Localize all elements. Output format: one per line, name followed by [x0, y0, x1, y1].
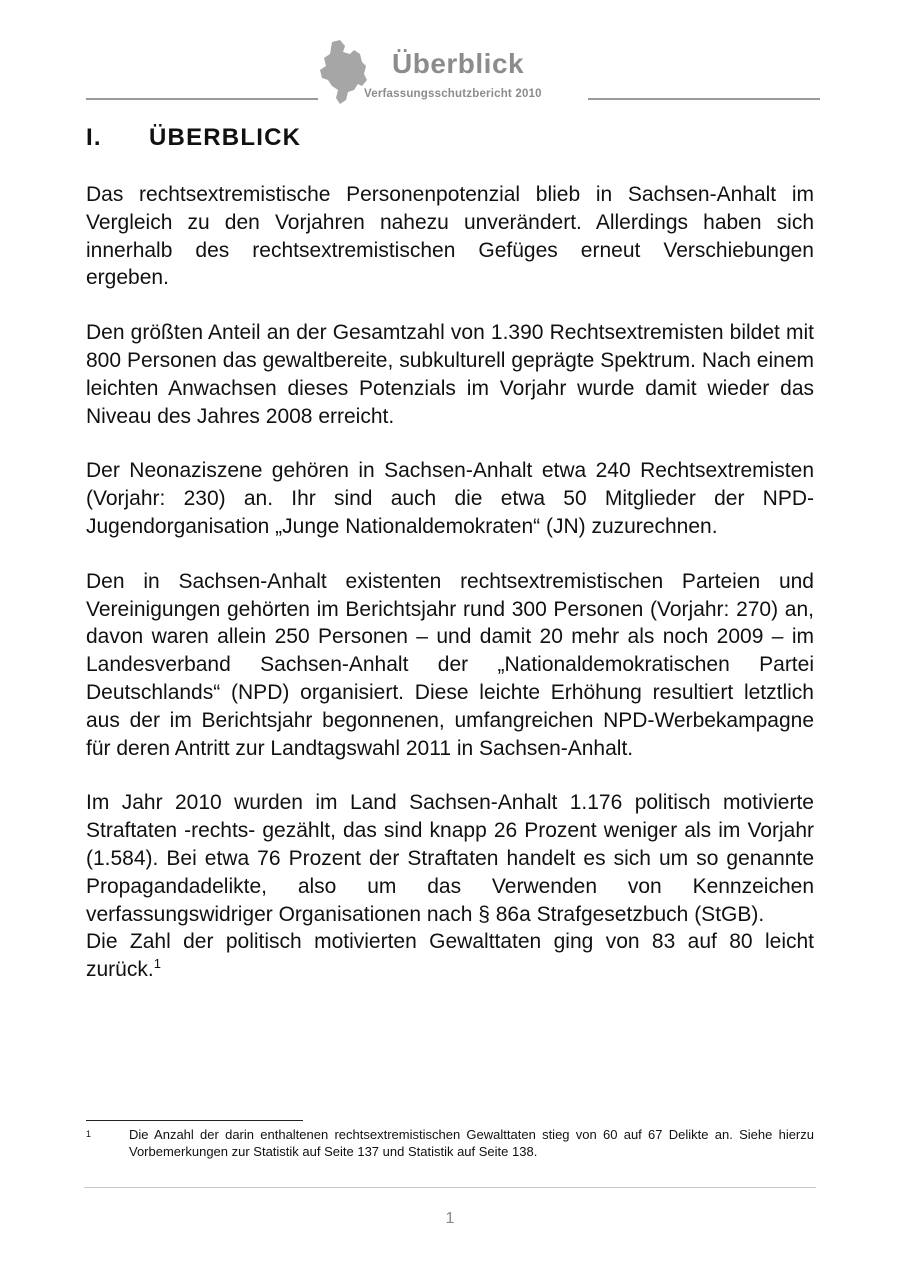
footnote-text: Die Anzahl der darin enthaltenen rechtsextremistischen Gewalttaten stieg von 60 auf 67 Delikte an. Siehe hierzu Vorbemerkungen zur Statistik auf Seite 137 und Statistik auf Seite 138. — [129, 1127, 814, 1159]
paragraph-6-text: Die Zahl der politisch motivierten Gewalttaten ging von 83 auf 80 leicht zurück. — [86, 930, 814, 982]
page-header — [0, 0, 900, 110]
header-title: Überblick — [392, 48, 525, 79]
paragraph-4: Den in Sachsen-Anhalt existenten rechtsextremistischen Parteien und Vereinigungen gehörten im Berichtsjahr rund 300 Personen (Vorjahr: 270) an, davon waren allein 250 Personen – und damit 20 mehr als noch 2009 – im Landesverband Sachsen-Anhalt der „Nationaldemokratischen Partei Deutschlands“ (NPD) organisiert. Diese leichte Erhöhung resultiert letztlich aus der im Berichtsjahr begonnenen, umfangreichen NPD-Werbekampagne für deren Antritt zur Landtagswahl 2011 in Sachsen-Anhalt. — [86, 569, 814, 760]
paragraph-2: Den größten Anteil an der Gesamtzahl von 1.390 Rechtsextremisten bildet mit 800 Personen das gewaltbereite, subkulturell geprägte Spektrum. Nach einem leichten Anwachsen dieses Potenzials im Vorjahr wurde damit wieder das Niveau des Jahres 2008 erreicht. — [86, 321, 814, 428]
header-rule-left — [86, 98, 318, 100]
page-number: 1 — [445, 1210, 455, 1227]
footnote-reference[interactable]: 1 — [153, 956, 161, 972]
chapter-number: I. — [86, 124, 102, 151]
paragraph-5: Im Jahr 2010 wurden im Land Sachsen-Anhalt 1.176 politisch motivierte Straftaten -rechts- gezählt, das sind knapp 26 Prozent weniger als im Vorjahr (1.584). Bei etwa 76 Prozent der Straftaten handelt es sich um so genannte Propagandadelikte, also um das Verwenden von Kennzeichen verfassungswidriger Organisationen nach § 86a Strafgesetzbuch (StGB). — [86, 791, 814, 926]
footer-rule — [84, 1187, 816, 1188]
paragraph-1: Das rechtsextremistische Personenpotenzial blieb in Sachsen-Anhalt im Vergleich zu den Vorjahren nahezu unverändert. Allerdings haben sich innerhalb des rechtsextremistischen Gefüges erneut Verschiebungen ergeben. — [86, 183, 814, 290]
body-text — [86, 181, 814, 984]
footnote-separator — [86, 1120, 303, 1121]
header-rule-right — [588, 98, 820, 100]
footnote — [86, 1126, 814, 1160]
header-subtitle: Verfassungsschutzbericht 2010 — [364, 88, 542, 100]
sachsen-anhalt-map-icon — [318, 40, 368, 104]
paragraph-6 — [86, 928, 814, 984]
footnote-number: 1 — [86, 1129, 92, 1139]
paragraph-3: Der Neonaziszene gehören in Sachsen-Anhalt etwa 240 Rechtsextremisten (Vorjahr: 230) an. Ihr sind auch die etwa 50 Mitglieder der NPD-Jugendorganisation „Junge Nationaldemokraten“ (JN) zuzurechnen. — [86, 459, 814, 538]
chapter-heading — [86, 124, 301, 152]
chapter-title: ÜBERBLICK — [149, 124, 302, 151]
